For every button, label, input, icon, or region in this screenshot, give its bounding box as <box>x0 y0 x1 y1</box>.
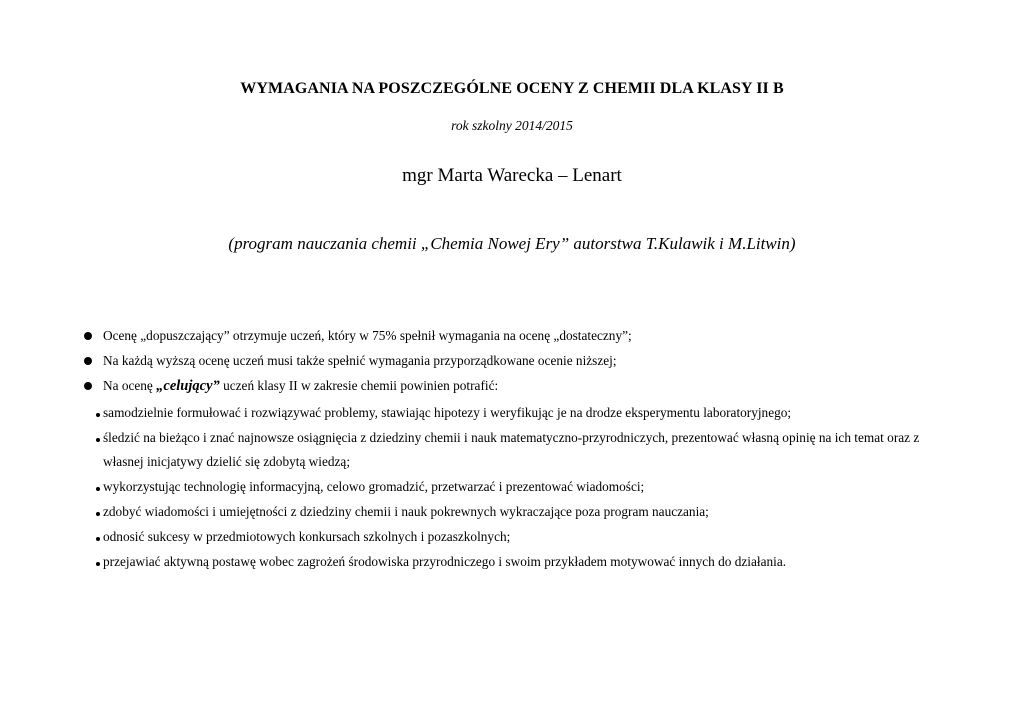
rule-item <box>84 327 984 352</box>
bullet-icon <box>84 332 92 340</box>
document-title: WYMAGANIA NA POSZCZEGÓLNE OCENY Z CHEMII DLA KLASY II B <box>240 80 784 97</box>
small-bullet-icon <box>96 512 100 516</box>
program-note: (program nauczania chemii „Chemia Nowej Ery” autorstwa T.Kulawik i M.Litwin) <box>228 234 796 253</box>
rule-suffix: uczeń klasy II w zakresie chemii powinien potrafić: <box>219 378 499 393</box>
skill-item <box>96 500 976 524</box>
small-bullet-icon <box>96 413 100 417</box>
rule-item <box>84 352 984 377</box>
skill-text: samodzielnie formułować i rozwiązywać problemy, stawiając hipotezy i weryfikując je na drodze eksperymentu laboratoryjnego; <box>103 405 792 420</box>
rules-list <box>84 327 984 402</box>
skill-text: przejawiać aktywną postawę wobec zagrożeń środowiska przyrodniczego i swoim przykładem motywować innych do działania. <box>103 554 787 569</box>
skill-item <box>96 426 976 474</box>
rule-text: Ocenę „dopuszczający” otrzymuje uczeń, który w 75% spełnił wymagania na ocenę „dostateczny”; <box>103 328 632 343</box>
bullet-icon <box>84 357 92 365</box>
skill-text: odnosić sukcesy w przedmiotowych konkursach szkolnych i pozaszkolnych; <box>103 529 511 544</box>
skill-item <box>96 401 976 425</box>
skill-text: zdobyć wiadomości i umiejętności z dziedziny chemii i nauk pokrewnych wykraczające poza program nauczania; <box>103 504 709 519</box>
small-bullet-icon <box>96 562 100 566</box>
school-year: rok szkolny 2014/2015 <box>451 118 573 133</box>
author-name: mgr Marta Warecka – Lenart <box>402 165 622 186</box>
skills-list <box>96 401 976 575</box>
small-bullet-icon <box>96 537 100 541</box>
bullet-icon <box>84 382 92 390</box>
skill-text-continued: własnej inicjatywy dzielić się zdobytą wiedzą; <box>103 454 351 469</box>
skill-text: śledzić na bieżąco i znać najnowsze osiągnięcia z dziedziny chemii i nauk matematyczno-przyrodniczych, prezentować własną opinię na ich temat oraz z <box>103 430 920 445</box>
rule-text: Na każdą wyższą ocenę uczeń musi także spełnić wymagania przyporządkowane ocenie niższej; <box>103 353 617 368</box>
skill-item <box>96 475 976 499</box>
skill-item <box>96 525 976 549</box>
skill-item <box>96 550 976 574</box>
skill-text: wykorzystując technologię informacyjną, celowo gromadzić, przetwarzać i prezentować wiadomości; <box>103 479 645 494</box>
small-bullet-icon <box>96 487 100 491</box>
rule-item <box>84 377 984 402</box>
rule-prefix: Na ocenę <box>103 378 157 393</box>
small-bullet-icon <box>96 438 100 442</box>
rule-emphasis: „celujący” <box>156 378 220 394</box>
